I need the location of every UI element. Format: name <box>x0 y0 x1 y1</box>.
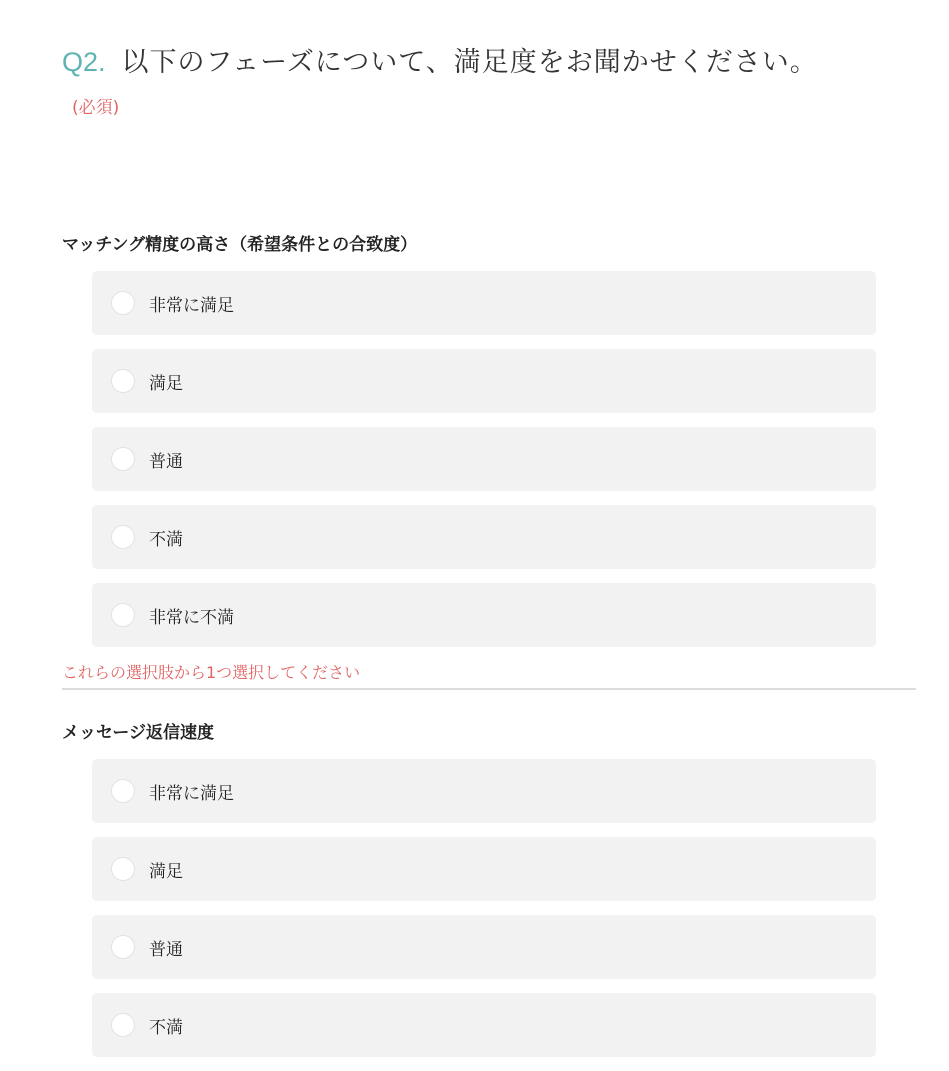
option-label: 不満 <box>149 529 183 550</box>
radio-button[interactable] <box>111 935 135 959</box>
validation-error: これらの選択肢から1つ選択してください <box>62 663 361 682</box>
option-very-satisfied[interactable] <box>92 271 876 335</box>
radio-button[interactable] <box>111 447 135 471</box>
option-very-satisfied[interactable] <box>92 759 876 823</box>
option-label: 満足 <box>149 861 183 882</box>
option-label: 非常に満足 <box>149 295 234 316</box>
divider <box>62 688 916 690</box>
required-label: (必須) <box>72 98 120 118</box>
question-title: 以下のフェーズについて、満足度をお聞かせください。 <box>121 47 818 78</box>
radio-button[interactable] <box>111 1013 135 1037</box>
radio-group-matching <box>92 271 876 647</box>
radio-button[interactable] <box>111 603 135 627</box>
option-dissatisfied[interactable] <box>92 505 876 569</box>
option-very-dissatisfied[interactable] <box>92 583 876 647</box>
option-label: 非常に満足 <box>149 783 234 804</box>
section-title: メッセージ返信速度 <box>62 723 214 743</box>
option-label: 非常に不満 <box>149 607 234 628</box>
option-label: 普通 <box>149 939 183 960</box>
option-satisfied[interactable] <box>92 837 876 901</box>
option-satisfied[interactable] <box>92 349 876 413</box>
matching-accuracy-section <box>62 232 916 690</box>
radio-button[interactable] <box>111 291 135 315</box>
radio-group-reply-speed <box>92 759 876 1057</box>
radio-button[interactable] <box>111 525 135 549</box>
option-dissatisfied[interactable] <box>92 993 876 1057</box>
radio-button[interactable] <box>111 779 135 803</box>
section-title: マッチング精度の高さ（希望条件との合致度） <box>62 235 418 255</box>
option-label: 不満 <box>149 1017 183 1038</box>
radio-button[interactable] <box>111 369 135 393</box>
option-neutral[interactable] <box>92 915 876 979</box>
question-header <box>62 40 818 79</box>
option-label: 満足 <box>149 373 183 394</box>
question-number: Q2. <box>62 47 106 77</box>
message-reply-speed-section <box>62 720 916 1071</box>
radio-button[interactable] <box>111 857 135 881</box>
option-neutral[interactable] <box>92 427 876 491</box>
option-label: 普通 <box>149 451 183 472</box>
